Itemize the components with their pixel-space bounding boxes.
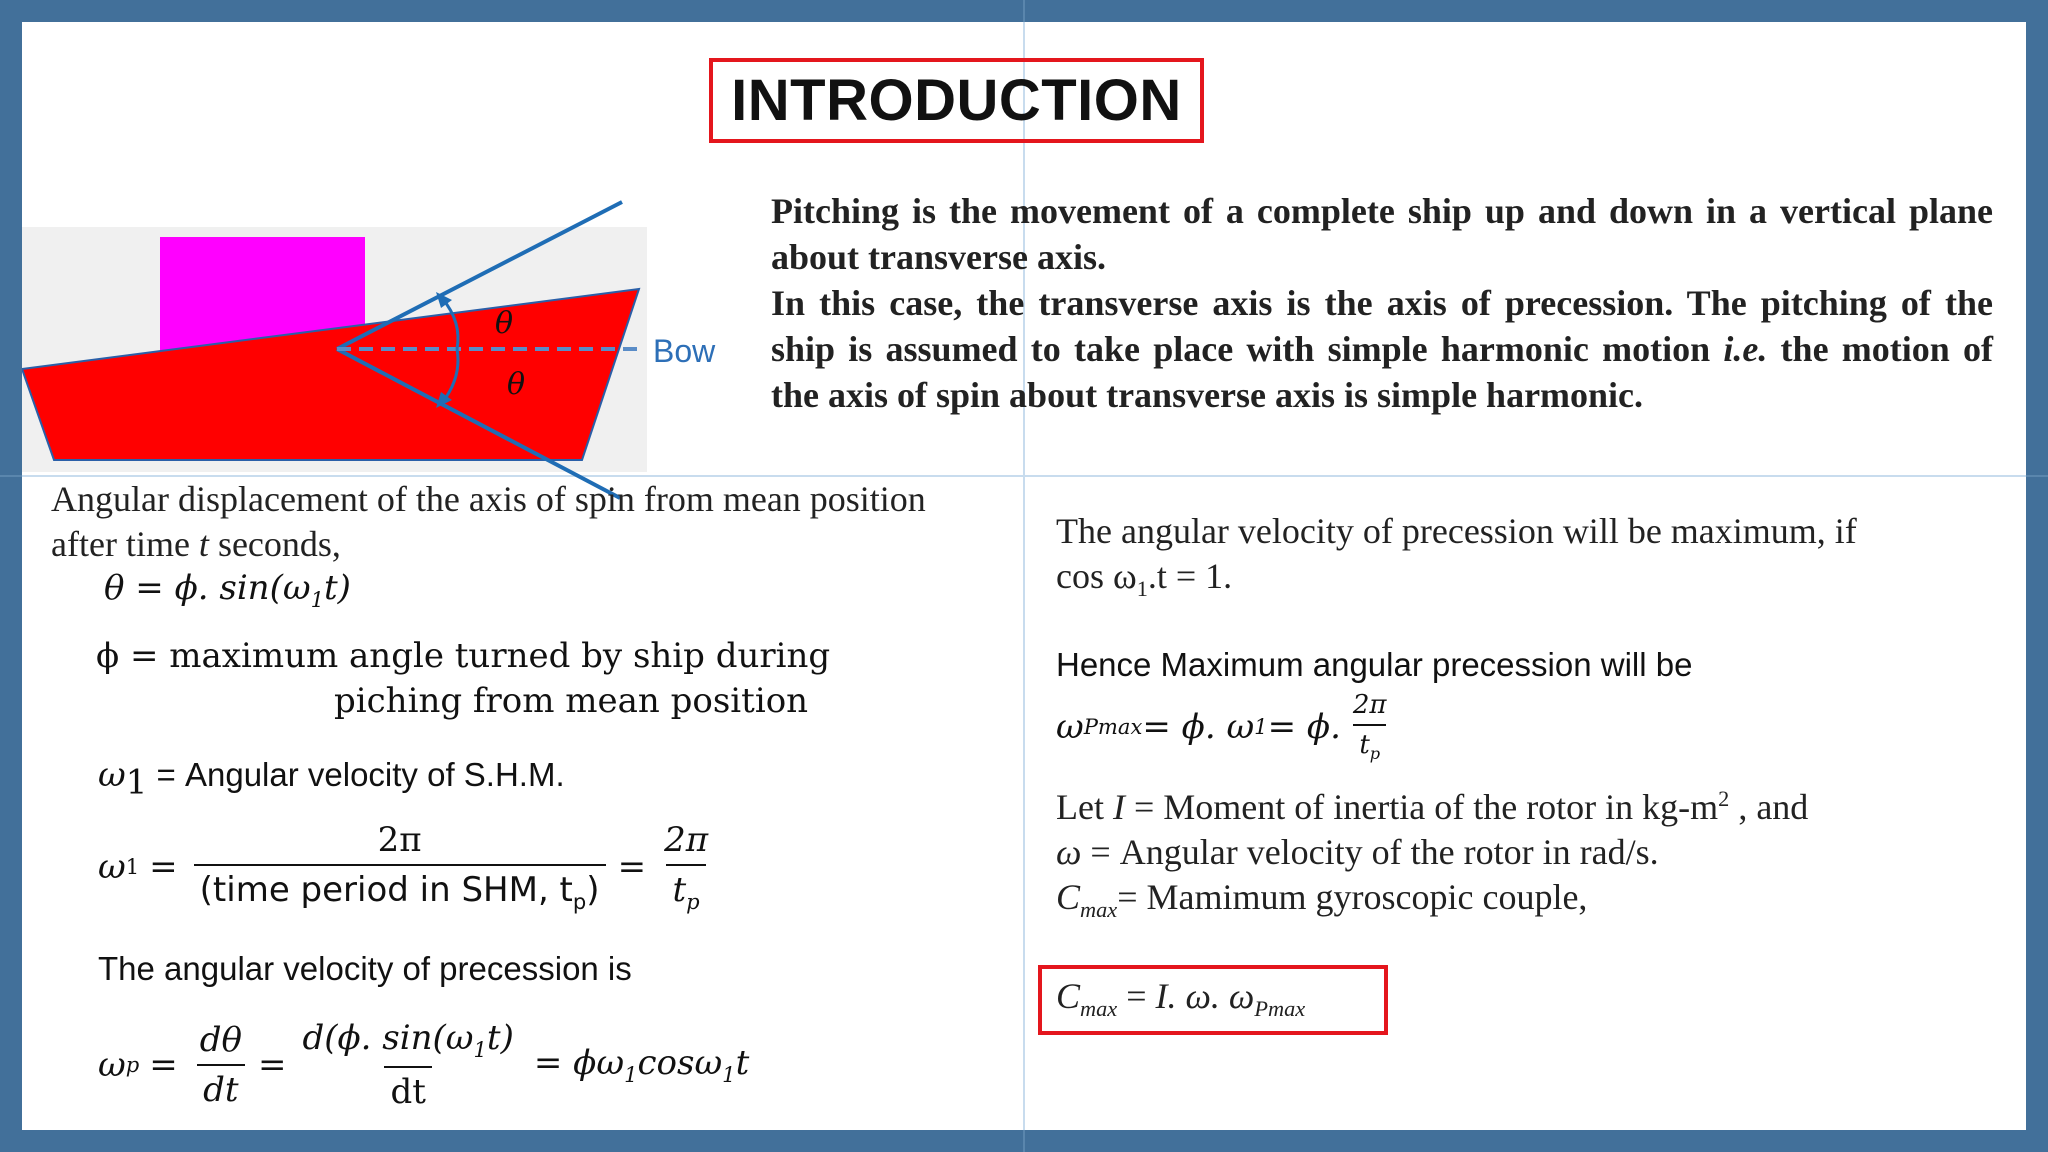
- omega1-fraction-equation: [98, 820, 720, 914]
- two-pi-over-tp-fraction: [658, 820, 714, 914]
- let-inertia-line: [1056, 786, 1808, 828]
- precession-equation: [98, 1018, 749, 1112]
- precession-text: The angular velocity of precession is: [98, 950, 632, 987]
- text: ): [586, 870, 600, 910]
- wpmax-equation: [1056, 690, 1399, 763]
- eq-part: θ = ϕ. sin(ω: [104, 568, 311, 608]
- hence-text: Hence Maximum angular precession will be: [1056, 646, 1693, 683]
- subscript: max: [1080, 996, 1118, 1022]
- two-pi-over-tp-fraction: [1347, 690, 1393, 763]
- intro-p2-text-end: the motion of the axis of spin about transverse axis is simple harmonic.: [771, 329, 1993, 415]
- subscript: 1: [624, 1061, 638, 1087]
- cmax-formula: [1056, 975, 1305, 1022]
- eq-part: = ϕ. ω: [1142, 706, 1255, 747]
- omega-rotor-line: [1056, 831, 1659, 873]
- text: = Angular velocity of the rotor in rad/s.: [1081, 832, 1659, 872]
- phi-definition-line-1: ϕ = maximum angle turned by ship during: [96, 636, 831, 676]
- text: t): [486, 1018, 514, 1058]
- text: t: [672, 870, 687, 910]
- numerator: 2π: [1352, 690, 1387, 720]
- subscript: 1: [1136, 576, 1148, 602]
- text: = ϕω: [533, 1043, 625, 1083]
- time-period-fraction: [194, 820, 606, 914]
- subscript: Pmax: [1254, 996, 1306, 1022]
- text: Let: [1056, 787, 1113, 827]
- omega-symbol: ω: [1056, 706, 1084, 747]
- intro-paragraph-1: Pitching is the movement of a complete ship up and down in a vertical plane about transverse axis.: [771, 191, 1993, 277]
- denominator: [666, 864, 705, 914]
- subscript: 1: [310, 586, 324, 612]
- text: seconds,: [208, 524, 341, 564]
- angular-displacement-line-2: [51, 523, 341, 565]
- subscript: Pmax: [1083, 714, 1143, 740]
- omega1-definition: [98, 755, 565, 803]
- time-symbol: t: [198, 524, 209, 564]
- theta-equation: [104, 568, 351, 612]
- phi-definition-line-2: piching from mean position: [334, 681, 809, 721]
- angular-displacement-line-1: Angular displacement of the axis of spin from mean position: [51, 479, 926, 519]
- eq-part: = ϕ.: [1267, 706, 1341, 747]
- theta-label-lower: θ: [507, 367, 526, 402]
- text: = Moment of inertia of the rotor in kg-m: [1124, 787, 1719, 827]
- slide: [22, 22, 2026, 1130]
- frame-tick-top: [1023, 0, 1025, 22]
- numerator: 2π: [377, 820, 422, 860]
- text: , and: [1729, 787, 1809, 827]
- equals-sign: =: [149, 1044, 178, 1085]
- definition-text: = Angular velocity of S.H.M.: [147, 756, 565, 793]
- numerator: dθ: [199, 1019, 242, 1060]
- intro-paragraph: [771, 188, 1993, 418]
- ship-pitching-diagram: [22, 172, 762, 502]
- subscript: 1: [722, 1061, 736, 1087]
- denominator: [194, 864, 606, 914]
- eq-part: t): [324, 568, 351, 608]
- subscript: p: [1369, 744, 1381, 764]
- formula-text: I. ω. ω: [1155, 976, 1255, 1016]
- numerator: 2π: [664, 820, 709, 860]
- slide-title: INTRODUCTION: [731, 68, 1182, 133]
- subscript: 1: [125, 854, 140, 880]
- text: t: [735, 1043, 750, 1083]
- theta-label-upper: θ: [495, 306, 514, 341]
- title-box: [709, 58, 1204, 143]
- rhs-expression: [534, 1043, 749, 1087]
- equals-sign: =: [1117, 976, 1156, 1016]
- text: .t = 1.: [1147, 556, 1233, 596]
- dtheta-dt-fraction: [194, 1020, 248, 1110]
- denominator: dt: [197, 1064, 244, 1110]
- denominator: [1353, 724, 1386, 763]
- d-phi-sin-fraction: [296, 1018, 519, 1112]
- frame-tick-left: [0, 475, 22, 477]
- subscript: 1: [1254, 714, 1268, 740]
- omega-symbol: ω: [1056, 832, 1082, 872]
- subscript: max: [1080, 897, 1118, 923]
- text: (time period in SHM, t: [199, 870, 573, 910]
- frame-tick-bottom: [1023, 1130, 1025, 1152]
- bow-label: Bow: [653, 333, 716, 369]
- intro-ie: i.e.: [1723, 329, 1768, 369]
- cmax-definition-line: [1056, 876, 1587, 923]
- denominator: dt: [384, 1066, 431, 1112]
- text: t: [1359, 730, 1370, 760]
- omega-symbol: ω: [98, 1044, 126, 1085]
- intro-paragraph-2: [771, 280, 1993, 418]
- max-condition-line-2: [1056, 555, 1232, 602]
- omega-symbol: ω: [98, 755, 126, 795]
- numerator: [296, 1018, 519, 1066]
- subscript: p: [572, 888, 587, 914]
- subscript: 1: [125, 762, 148, 803]
- equals-sign: =: [257, 1044, 287, 1085]
- superscript: 2: [1718, 786, 1730, 811]
- equals-sign: =: [617, 846, 647, 887]
- frame-tick-right: [2026, 475, 2048, 477]
- subscript: p: [686, 888, 700, 914]
- omega-symbol: ω: [98, 846, 126, 887]
- max-condition-line-1: The angular velocity of precession will be maximum, if: [1056, 511, 1857, 551]
- text: cos ω: [1056, 556, 1137, 596]
- text: d(ϕ. sin(ω: [302, 1018, 474, 1058]
- subscript: 1: [473, 1036, 487, 1062]
- text: after time: [51, 524, 199, 564]
- text: = Mamimum gyroscopic couple,: [1117, 877, 1588, 917]
- intro-p2-text: In this case, the transverse axis is the axis of precession. The pitching of the ship is assumed to take place with simple harmonic motion: [771, 283, 1993, 369]
- couple-symbol: C: [1056, 877, 1081, 917]
- equals-sign: =: [149, 846, 178, 887]
- couple-symbol: C: [1056, 976, 1081, 1016]
- text: cosω: [637, 1043, 723, 1083]
- subscript: p: [125, 1052, 140, 1078]
- inertia-symbol: I: [1112, 787, 1125, 827]
